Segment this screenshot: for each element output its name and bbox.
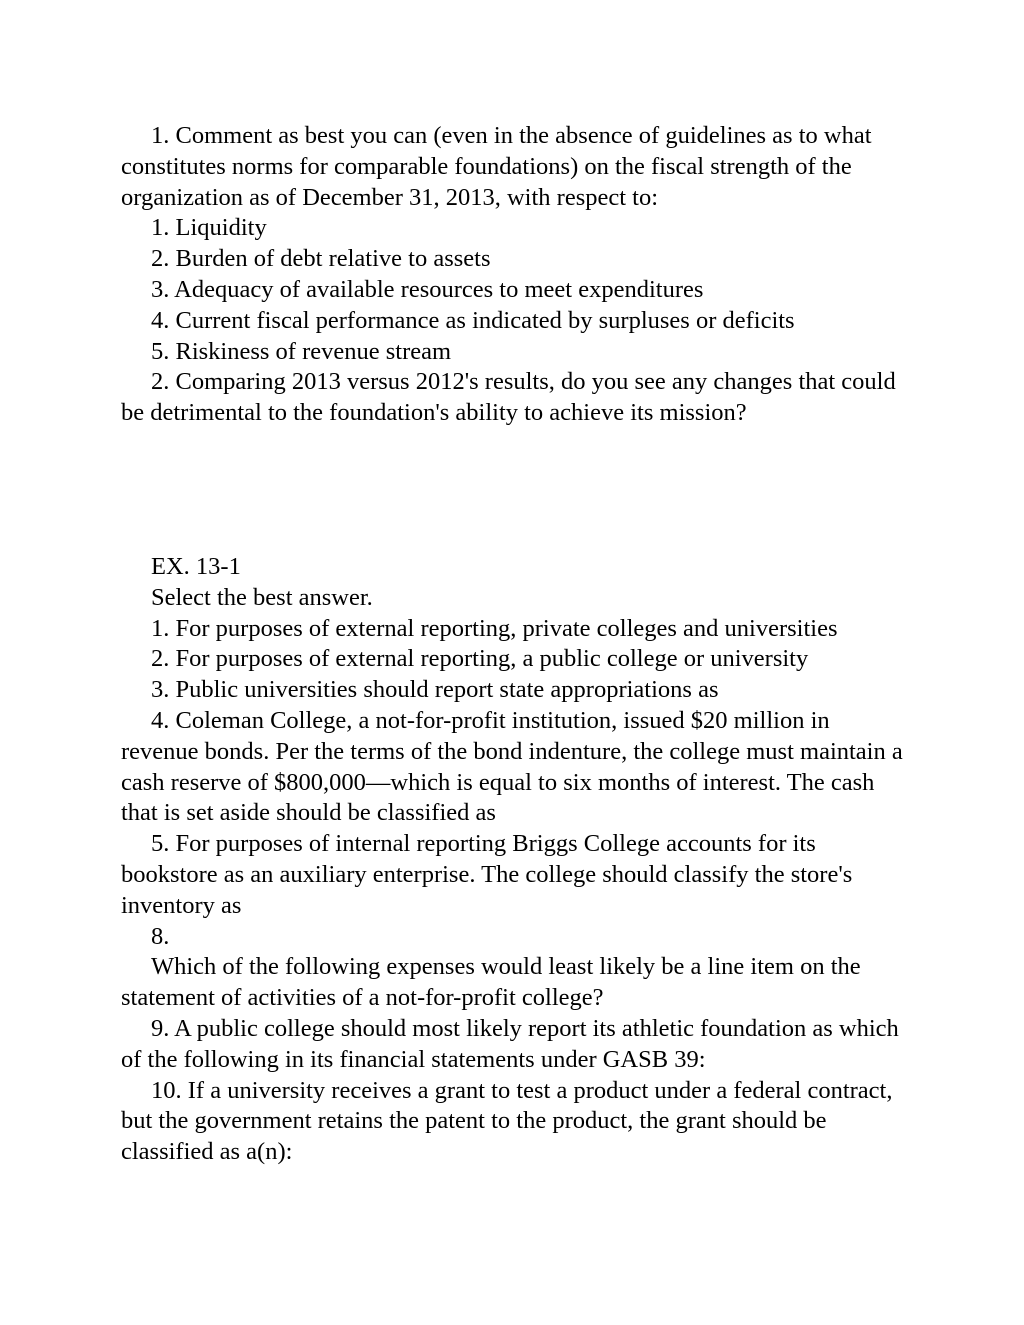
list-item: 3. Public universities should report state appropriations as <box>151 676 719 704</box>
list-item-number: 8. <box>151 922 170 950</box>
questions-section <box>121 121 911 429</box>
list-item: 9. A public college should most likely report its athletic foundation as which of the following in its financial statements under GASB 39: <box>121 1014 899 1073</box>
list-item: 1. For purposes of external reporting, private colleges and universities <box>151 614 838 642</box>
question-paragraph: 1. Comment as best you can (even in the absence of guidelines as to what constitutes norms for comparable foundations) on the fiscal strength of the organization as of December 31, 2013, with respect to: <box>121 122 872 211</box>
document-page <box>121 121 911 1168</box>
section-spacer <box>121 429 911 552</box>
list-item: Which of the following expenses would least likely be a line item on the statement of activities of a not-for-profit college? <box>121 953 861 1012</box>
list-item: 5. Riskiness of revenue stream <box>151 337 452 365</box>
list-item: 2. For purposes of external reporting, a public college or university <box>151 645 809 673</box>
list-item: 3. Adequacy of available resources to meet expenditures <box>151 275 704 303</box>
exercise-heading: EX. 13-1 <box>151 552 241 580</box>
exercise-section <box>121 552 911 1168</box>
question-paragraph: 2. Comparing 2013 versus 2012's results, do you see any changes that could be detrimental to the foundation's ability to achieve its mission? <box>121 368 896 427</box>
list-item: 10. If a university receives a grant to test a product under a federal contract, but the government retains the patent to the product, the grant should be classified as a(n): <box>121 1076 893 1166</box>
list-item: 4. Current fiscal performance as indicated by surpluses or deficits <box>151 306 795 334</box>
list-item: 1. Liquidity <box>151 214 267 242</box>
list-item: 5. For purposes of internal reporting Briggs College accounts for its bookstore as an auxiliary enterprise. The college should classify the store's inventory as <box>121 830 853 919</box>
list-item: 4. Coleman College, a not-for-profit institution, issued $20 million in revenue bonds. Per the terms of the bond indenture, the college must maintain a cash reserve of $800,000—which is equal to six months of interest. The cash that is set aside should be classified as <box>121 706 903 827</box>
instruction-text: Select the best answer. <box>151 583 373 611</box>
list-item: 2. Burden of debt relative to assets <box>151 245 491 273</box>
